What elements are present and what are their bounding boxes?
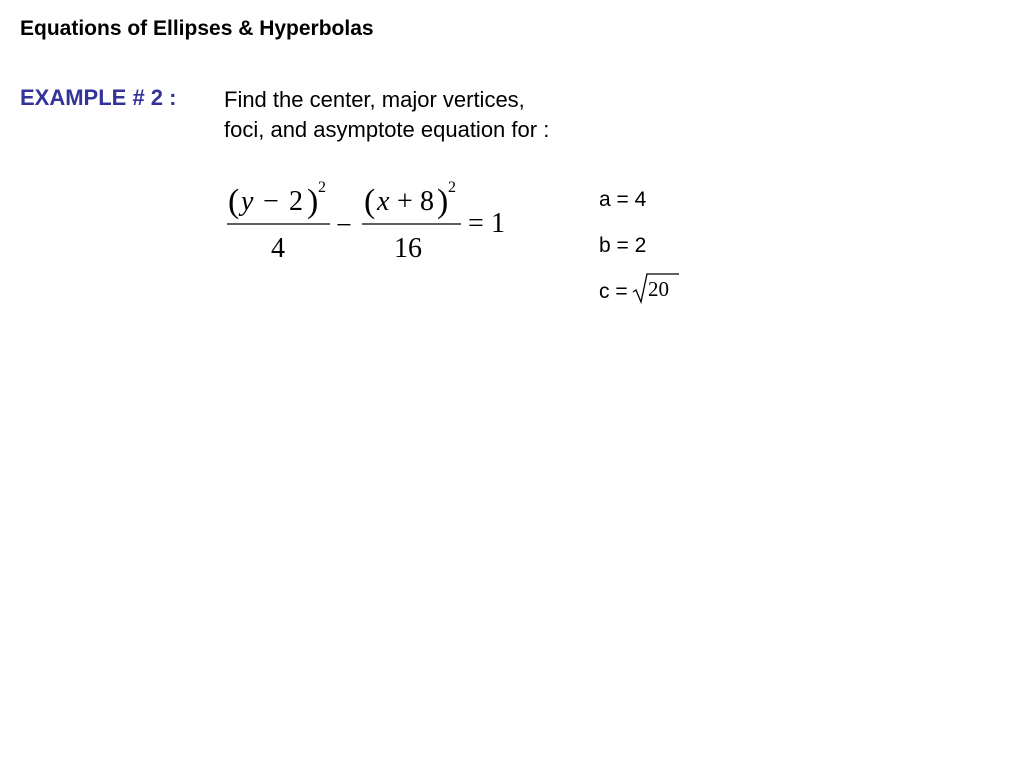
- square-root-expression: [632, 270, 680, 306]
- term1-open-paren: (: [228, 183, 240, 220]
- term2-constant: 8: [420, 186, 434, 217]
- term1-close-paren: ): [307, 183, 319, 220]
- term2-denominator: 16: [394, 233, 422, 264]
- computed-values: [599, 188, 680, 326]
- right-hand-side: 1: [491, 208, 505, 239]
- term1-exponent: 2: [318, 179, 326, 196]
- term1-variable: y: [241, 186, 254, 217]
- term1-operator: −: [263, 186, 279, 217]
- radical-sign-icon: [632, 270, 680, 306]
- prompt-line-2: foci, and asymptote equation for :: [224, 117, 550, 142]
- term2-operator: +: [397, 186, 413, 217]
- value-a: a = 4: [599, 188, 647, 211]
- term2-close-paren: ): [437, 183, 449, 220]
- example-label: EXAMPLE # 2 :: [20, 85, 177, 110]
- equation-graphic: [225, 170, 525, 270]
- term2-open-paren: (: [364, 183, 376, 220]
- minus-sign: −: [336, 210, 352, 241]
- problem-prompt: [224, 85, 549, 145]
- term2-variable: x: [377, 186, 390, 217]
- term1-denominator: 4: [271, 233, 285, 264]
- term1-constant: 2: [289, 186, 303, 217]
- radicand: 20: [647, 277, 669, 301]
- prompt-line-1: Find the center, major vertices,: [224, 87, 525, 112]
- value-c-label: c =: [599, 280, 628, 303]
- equals-sign: =: [468, 208, 484, 239]
- hyperbola-equation: [225, 170, 525, 270]
- page-title: Equations of Ellipses & Hyperbolas: [20, 17, 374, 40]
- value-c: [599, 277, 680, 326]
- value-b: b = 2: [599, 234, 647, 257]
- term2-exponent: 2: [448, 179, 456, 196]
